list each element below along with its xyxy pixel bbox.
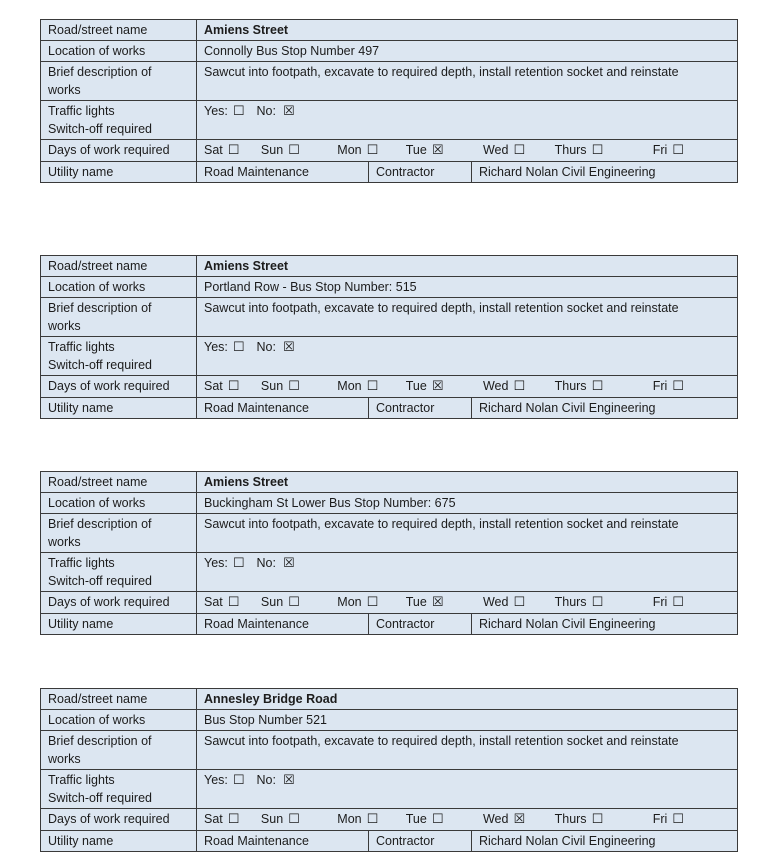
day-thurs-checkbox: ☐ <box>591 595 604 610</box>
day-sat-checkbox: ☐ <box>227 379 240 394</box>
day-label: Fri <box>652 143 668 157</box>
road-street-name-value: Amiens Street <box>197 20 738 41</box>
day-label: Mon <box>337 595 362 609</box>
brief-description-value <box>197 731 738 770</box>
traffic-lights-value <box>197 553 738 592</box>
day-sat <box>204 141 239 160</box>
day-thurs <box>555 377 604 396</box>
yes-label: Yes: <box>204 104 228 118</box>
day-label: Wed <box>482 143 509 157</box>
day-tue <box>406 377 444 396</box>
day-sun <box>261 593 300 612</box>
day-fri-checkbox: ☐ <box>672 379 684 394</box>
yes-label: Yes: <box>204 773 228 787</box>
yes-checkbox: ☐ <box>232 340 245 355</box>
no-label: No: <box>256 340 276 354</box>
yes-label: Yes: <box>204 340 228 354</box>
location-of-works-label: Location of works <box>41 277 197 298</box>
days-of-work-value <box>197 376 738 398</box>
day-wed <box>483 810 525 829</box>
day-label: Mon <box>337 379 362 393</box>
utility-name-label: Utility name <box>41 398 197 419</box>
day-wed-checkbox: ☐ <box>513 379 526 394</box>
table-row <box>41 710 738 731</box>
brief-description-value <box>197 514 738 553</box>
day-fri <box>653 593 684 612</box>
day-fri-checkbox: ☐ <box>672 812 684 827</box>
location-of-works-label: Location of works <box>41 493 197 514</box>
utility-name-value: Road Maintenance <box>197 614 369 635</box>
location-of-works-value: Portland Row - Bus Stop Number: 515 <box>197 277 738 298</box>
yes-checkbox: ☐ <box>232 556 245 571</box>
contractor-name-value: Richard Nolan Civil Engineering <box>472 398 738 419</box>
day-mon-checkbox: ☐ <box>366 379 379 394</box>
day-sat-checkbox: ☐ <box>227 143 240 158</box>
day-thurs-checkbox: ☐ <box>591 143 604 158</box>
brief-description-value <box>197 298 738 337</box>
day-sat <box>204 810 239 829</box>
traffic-lights-value <box>197 337 738 376</box>
brief-description-label-line2: works <box>48 83 81 97</box>
brief-description-text: Sawcut into footpath, excavate to required depth, install retention socket and reinstate <box>204 301 679 315</box>
day-wed-checkbox: ☐ <box>513 143 526 158</box>
table-row <box>41 256 738 277</box>
day-label: Sun <box>260 595 284 609</box>
days-of-work-label: Days of work required <box>41 592 197 614</box>
day-label: Thurs <box>554 595 587 609</box>
location-of-works-value: Buckingham St Lower Bus Stop Number: 675 <box>197 493 738 514</box>
day-wed-checkbox: ☒ <box>513 812 526 827</box>
day-sun-checkbox: ☐ <box>288 595 300 610</box>
day-label: Sun <box>260 143 284 157</box>
day-label: Fri <box>652 379 668 393</box>
day-label: Sat <box>204 812 223 826</box>
table-row <box>41 41 738 62</box>
traffic-lights-label <box>41 770 197 809</box>
day-sat <box>204 593 239 612</box>
day-label: Tue <box>405 143 427 157</box>
day-label: Wed <box>482 812 509 826</box>
day-wed-checkbox: ☐ <box>513 595 526 610</box>
traffic-lights-value <box>197 770 738 809</box>
day-mon <box>337 141 378 160</box>
day-label: Mon <box>337 812 362 826</box>
table-row <box>41 277 738 298</box>
brief-description-text: Sawcut into footpath, excavate to required depth, install retention socket and reinstate <box>204 517 679 531</box>
contractor-label: Contractor <box>369 398 472 419</box>
yes-label: Yes: <box>204 556 228 570</box>
no-label: No: <box>256 773 276 787</box>
yes-checkbox: ☐ <box>232 104 245 119</box>
road-works-table-2 <box>40 255 738 419</box>
days-of-work-value <box>197 592 738 614</box>
brief-description-label <box>41 298 197 337</box>
day-sun-checkbox: ☐ <box>288 143 300 158</box>
day-label: Thurs <box>554 143 587 157</box>
table-row <box>41 20 738 41</box>
table-row <box>41 553 738 592</box>
brief-description-label <box>41 514 197 553</box>
day-label: Tue <box>405 595 427 609</box>
day-sun <box>261 141 300 160</box>
traffic-lights-value <box>197 101 738 140</box>
table-row <box>41 140 738 162</box>
day-thurs <box>555 593 604 612</box>
road-works-table-3 <box>40 471 738 635</box>
table-row <box>41 101 738 140</box>
day-wed <box>483 141 525 160</box>
days-of-work-value <box>197 140 738 162</box>
no-label: No: <box>256 556 276 570</box>
day-label: Sat <box>204 595 223 609</box>
day-tue-checkbox: ☐ <box>431 812 444 827</box>
traffic-lights-label-line1: Traffic lights <box>48 340 115 354</box>
brief-description-value <box>197 62 738 101</box>
day-label: Tue <box>405 379 427 393</box>
day-sun <box>261 810 300 829</box>
table-row <box>41 770 738 809</box>
day-mon <box>337 810 378 829</box>
day-thurs <box>555 141 604 160</box>
day-label: Tue <box>405 812 427 826</box>
no-checkbox: ☒ <box>282 104 295 119</box>
day-tue <box>406 810 444 829</box>
road-street-name-value: Amiens Street <box>197 472 738 493</box>
day-wed <box>483 377 525 396</box>
contractor-label: Contractor <box>369 162 472 183</box>
day-mon <box>337 377 378 396</box>
day-label: Wed <box>482 379 509 393</box>
day-tue-checkbox: ☒ <box>431 379 444 394</box>
table-row <box>41 376 738 398</box>
day-tue-checkbox: ☒ <box>431 595 444 610</box>
brief-description-text: Sawcut into footpath, excavate to required depth, install retention socket and reinstate <box>204 65 679 79</box>
days-of-work-value <box>197 809 738 831</box>
road-street-name-label: Road/street name <box>41 256 197 277</box>
traffic-lights-label-line2: Switch-off required <box>48 574 152 588</box>
day-fri-checkbox: ☐ <box>672 143 684 158</box>
utility-name-label: Utility name <box>41 162 197 183</box>
day-mon <box>337 593 378 612</box>
table-row <box>41 831 738 852</box>
brief-description-label-line2: works <box>48 752 81 766</box>
road-street-name-label: Road/street name <box>41 472 197 493</box>
brief-description-label-line2: works <box>48 535 81 549</box>
day-label: Thurs <box>554 812 587 826</box>
contractor-name-value: Richard Nolan Civil Engineering <box>472 614 738 635</box>
road-works-table-1 <box>40 19 738 183</box>
traffic-lights-label <box>41 337 197 376</box>
day-label: Sun <box>260 812 284 826</box>
table-row <box>41 337 738 376</box>
table-row <box>41 472 738 493</box>
utility-name-value: Road Maintenance <box>197 162 369 183</box>
day-sat <box>204 377 239 396</box>
location-of-works-value: Bus Stop Number 521 <box>197 710 738 731</box>
road-street-name-value: Amiens Street <box>197 256 738 277</box>
brief-description-label-line1: Brief description of <box>48 65 152 79</box>
day-wed <box>483 593 525 612</box>
day-sun <box>261 377 300 396</box>
day-label: Fri <box>652 812 668 826</box>
brief-description-label-line2: works <box>48 319 81 333</box>
utility-name-value: Road Maintenance <box>197 398 369 419</box>
traffic-lights-label-line1: Traffic lights <box>48 773 115 787</box>
contractor-name-value: Richard Nolan Civil Engineering <box>472 831 738 852</box>
day-tue <box>406 141 444 160</box>
day-fri-checkbox: ☐ <box>672 595 684 610</box>
brief-description-label-line1: Brief description of <box>48 517 152 531</box>
utility-name-label: Utility name <box>41 831 197 852</box>
day-label: Sun <box>260 379 284 393</box>
brief-description-label <box>41 62 197 101</box>
traffic-lights-label-line1: Traffic lights <box>48 104 115 118</box>
no-checkbox: ☒ <box>282 556 295 571</box>
brief-description-label-line1: Brief description of <box>48 734 152 748</box>
day-sun-checkbox: ☐ <box>288 379 300 394</box>
traffic-lights-label-line1: Traffic lights <box>48 556 115 570</box>
table-row <box>41 689 738 710</box>
location-of-works-label: Location of works <box>41 710 197 731</box>
yes-checkbox: ☐ <box>232 773 245 788</box>
day-thurs-checkbox: ☐ <box>591 379 604 394</box>
day-sat-checkbox: ☐ <box>227 812 240 827</box>
day-label: Fri <box>652 595 668 609</box>
day-mon-checkbox: ☐ <box>366 143 379 158</box>
table-row <box>41 614 738 635</box>
contractor-name-value: Richard Nolan Civil Engineering <box>472 162 738 183</box>
table-row <box>41 162 738 183</box>
traffic-lights-label-line2: Switch-off required <box>48 122 152 136</box>
table-row <box>41 731 738 770</box>
road-street-name-label: Road/street name <box>41 689 197 710</box>
brief-description-text: Sawcut into footpath, excavate to required depth, install retention socket and reinstate <box>204 734 679 748</box>
day-label: Wed <box>482 595 509 609</box>
days-of-work-label: Days of work required <box>41 140 197 162</box>
utility-name-label: Utility name <box>41 614 197 635</box>
day-label: Sat <box>204 379 223 393</box>
day-thurs <box>555 810 604 829</box>
day-label: Thurs <box>554 379 587 393</box>
no-checkbox: ☒ <box>282 340 295 355</box>
table-row <box>41 592 738 614</box>
day-fri <box>653 141 684 160</box>
utility-name-value: Road Maintenance <box>197 831 369 852</box>
day-tue-checkbox: ☒ <box>431 143 444 158</box>
location-of-works-label: Location of works <box>41 41 197 62</box>
day-sat-checkbox: ☐ <box>227 595 240 610</box>
brief-description-label-line1: Brief description of <box>48 301 152 315</box>
traffic-lights-label-line2: Switch-off required <box>48 358 152 372</box>
table-row <box>41 809 738 831</box>
traffic-lights-label-line2: Switch-off required <box>48 791 152 805</box>
day-label: Sat <box>204 143 223 157</box>
day-thurs-checkbox: ☐ <box>591 812 604 827</box>
table-row <box>41 298 738 337</box>
no-label: No: <box>256 104 276 118</box>
table-row <box>41 62 738 101</box>
days-of-work-label: Days of work required <box>41 809 197 831</box>
day-tue <box>406 593 444 612</box>
days-of-work-label: Days of work required <box>41 376 197 398</box>
table-row <box>41 493 738 514</box>
day-sun-checkbox: ☐ <box>288 812 300 827</box>
location-of-works-value: Connolly Bus Stop Number 497 <box>197 41 738 62</box>
no-checkbox: ☒ <box>282 773 295 788</box>
day-label: Mon <box>337 143 362 157</box>
day-fri <box>653 810 684 829</box>
table-row <box>41 514 738 553</box>
road-street-name-label: Road/street name <box>41 20 197 41</box>
day-mon-checkbox: ☐ <box>366 812 379 827</box>
contractor-label: Contractor <box>369 614 472 635</box>
brief-description-label <box>41 731 197 770</box>
road-street-name-value: Annesley Bridge Road <box>197 689 738 710</box>
traffic-lights-label <box>41 553 197 592</box>
road-works-table-4 <box>40 688 738 852</box>
table-row <box>41 398 738 419</box>
traffic-lights-label <box>41 101 197 140</box>
contractor-label: Contractor <box>369 831 472 852</box>
day-mon-checkbox: ☐ <box>366 595 379 610</box>
day-fri <box>653 377 684 396</box>
